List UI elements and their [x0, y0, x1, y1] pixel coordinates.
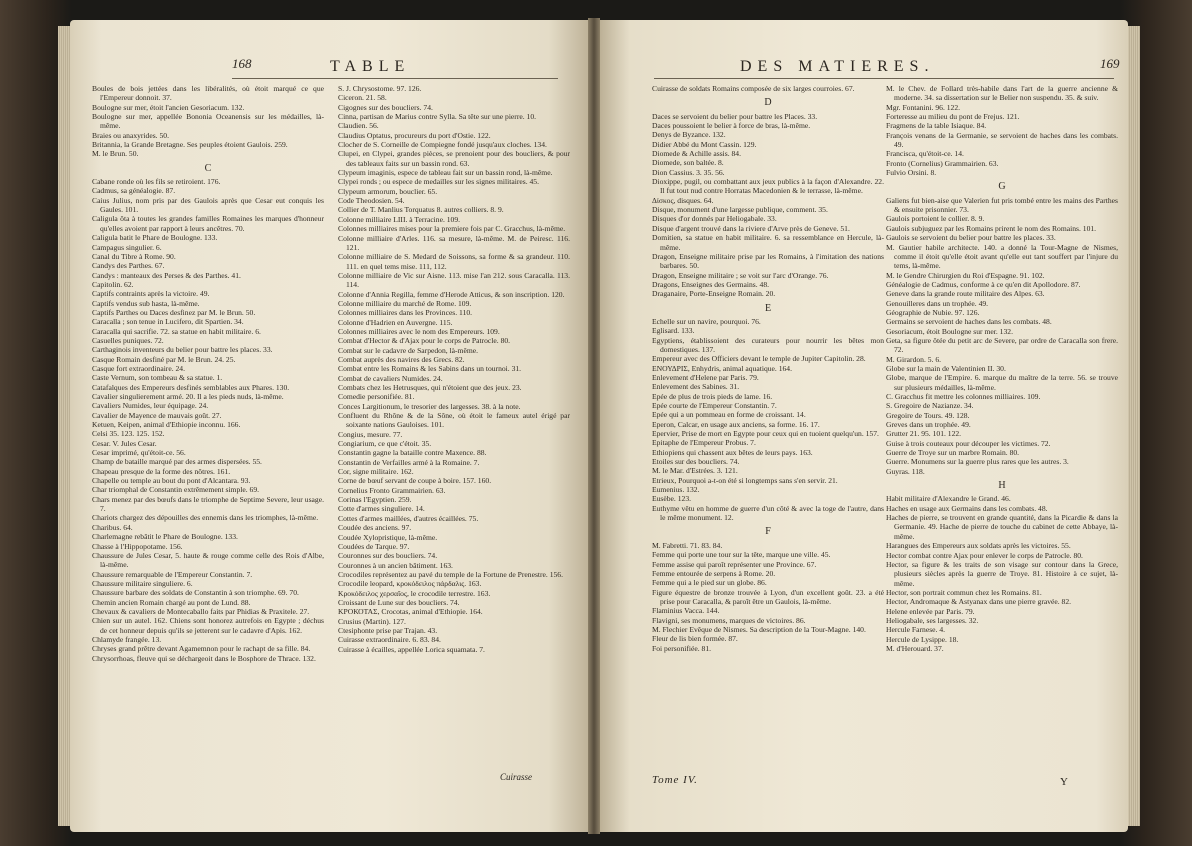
index-entry: Constantin gagne la bataille contre Maxence. 88.: [338, 448, 487, 458]
index-entry: ΚΡΟΚΟΤΑΣ, Crocotas, animal d'Ethiopie. 164.: [338, 607, 483, 617]
index-entry: Disque d'argent trouvé dans la riviere d'Arve près de Geneve. 51.: [652, 223, 850, 233]
index-entry: Colonne milliaire de S. Medard de Soissons, sa forme & sa grandeur. 110. 111. en quel tems mise. 111, 112.: [338, 252, 570, 271]
section-letter: C: [204, 162, 212, 174]
index-entry: Chars menez par des bœufs dans le triomphe de Septime Severe, leur usage. 7.: [92, 494, 324, 514]
page-edges-right: [1128, 26, 1140, 826]
left-running-head: TABLE: [330, 58, 411, 75]
index-entry: C. Gracchus fit mettre les colonnes milliaires. 109.: [886, 392, 1041, 401]
index-entry: Flavigni, ses monumens, marques de victoires. 86.: [652, 615, 806, 625]
index-entry: Casque Romain desfiné par M. le Brun. 24. 25.: [92, 354, 236, 364]
index-entry: Domitien, sa statue en habit militaire. 6. sa ressemblance en Hercule, là-même.: [652, 233, 884, 252]
index-entry: Eusèbe. 123.: [652, 494, 692, 504]
index-entry: Confluent du Rhône & de la Sône, où étoit le fameux autel érigé par soixante nations Gauloises. 101.: [338, 411, 570, 430]
index-entry: Claudien. 56.: [338, 121, 379, 131]
index-entry: Cottes d'armes maillées, d'autres écaillées. 75.: [338, 513, 479, 523]
index-entry: Coudée Xylopristique, là-même.: [338, 532, 438, 542]
index-entry: Carthaginois inventeurs du belier pour battre les places. 33.: [92, 345, 273, 355]
index-entry: Cotte d'armes singuliere. 14.: [338, 504, 425, 514]
index-entry: Crusius (Martin). 127.: [338, 616, 406, 626]
index-entry: Cabane ronde où les fils se retiroient. 176.: [92, 177, 221, 187]
index-entry: Hector, sa figure & les traits de son visage sur contour dans la Grece, plusieurs siècles après la guerre de Troye. 81. Histoire à ce sujet, là-même.: [886, 559, 1118, 588]
index-entry: Gaulois portoient le collier. 8. 9.: [886, 214, 985, 224]
index-entry: Boules de bois jettées dans les libéralités, où étoit marqué ce que l'Empereur donnoit. 37.: [92, 84, 324, 103]
section-letter: G: [998, 181, 1006, 193]
index-entry: Caracalla ; son tenue in Lucifero, dit Spartien. 34.: [92, 317, 244, 327]
index-entry: Colonne d'Annia Regilla, femme d'Herode Atticus, & son inscription. 120.: [338, 289, 565, 299]
index-entry: Caligula batit le Phare de Boulogne. 133.: [92, 233, 218, 243]
index-entry: Cavalier de Mayence de mauvais goût. 27.: [92, 410, 222, 420]
right-running-head: DES MATIERES.: [740, 58, 935, 75]
index-entry: Combat d'Hector & d'Ajax pour le corps de Patrocle. 80.: [338, 336, 511, 346]
index-entry: Enlevement des Sabines. 31.: [652, 382, 740, 392]
index-entry: Chasse à l'Hippopotame. 156.: [92, 541, 183, 551]
index-entry: Mgr. Fontanini. 96. 122.: [886, 102, 961, 112]
index-entry: Casuelles puniques. 72.: [92, 335, 164, 345]
index-entry: Helene enlevée par Paris. 79.: [886, 606, 975, 616]
index-entry: Couronnes à un ancien bâtiment. 163.: [338, 560, 453, 570]
index-entry: Congius, mesure. 77.: [338, 429, 403, 439]
index-entry: Hercule de Lysippe. 18.: [886, 634, 959, 644]
index-entry: Cesar. V. Jules Cesar.: [92, 438, 157, 448]
index-entry: Catafalques des Empereurs desfinés semblables aux Phares. 130.: [92, 382, 290, 392]
index-entry: Femme qui a le pied sur un globe. 86.: [652, 578, 767, 588]
index-entry: Coudées de Tarque. 97.: [338, 541, 410, 551]
index-entry: Caius Julius, nom pris par des Gaulois après que Cesar eut conquis les Gaules. 101.: [92, 195, 324, 215]
index-entry: Cavalier singulierement armé. 20. Il a les pieds nuds, là-même.: [92, 392, 284, 401]
index-entry: Greves dans un trophée. 49.: [886, 420, 971, 430]
index-entry: Eglisard. 133.: [652, 326, 695, 336]
right-column-1: [652, 84, 884, 653]
index-entry: Chryses grand prêtre devant Agamemnon pour le rachapt de sa fille. 84.: [92, 644, 311, 654]
index-entry: Corinas l'Egyptien. 259.: [338, 495, 412, 505]
index-entry: Candys des Parthes. 67.: [92, 261, 165, 271]
index-entry: Celsi 35. 123. 125. 152.: [92, 429, 165, 439]
index-entry: Disque, monument d'une largesse publique, comment. 35.: [652, 205, 828, 215]
index-entry: Didier Abbé du Mont Cassin. 129.: [652, 139, 757, 149]
index-entry: Combat de cavaliers Numides. 24.: [338, 373, 443, 383]
index-entry: Conces Largitionum, le tresorier des largesses. 38. à la note.: [338, 401, 521, 411]
index-entry: Collier de T. Manlius Torquatus 8. autres colliers. 8. 9.: [338, 205, 504, 215]
index-entry: Chemin ancien Romain chargé au pont de Lund. 88.: [92, 597, 251, 607]
index-entry: Gaulois se servoient du belier pour battre les places. 33.: [886, 233, 1056, 243]
index-entry: Chaussure barbare des soldats de Constantin à son triomphe. 69. 70.: [92, 588, 299, 598]
index-entry: Congiarium, ce que c'étoit. 35.: [338, 439, 432, 449]
index-entry: Char triomphal de Constantin extrêmement simple. 69.: [92, 485, 260, 495]
index-entry: Constantin de Verfailles armé à la Romaine. 7.: [338, 457, 480, 467]
index-entry: Hercule Farnese. 4.: [886, 625, 946, 635]
index-entry: Eperon, Calcar, en usage aux anciens, sa forme. 16. 17.: [652, 419, 820, 429]
index-entry: Guise à trois couteaux pour découper les victimes. 72.: [886, 438, 1051, 448]
index-entry: Daces poussoient le belier à force de bras, là-même.: [652, 121, 811, 131]
index-entry: Caligula ôta à toutes les grandes familles Romaines les marques d'honneur qu'elles avoient par rapport à leurs ancêtres. 70.: [92, 214, 324, 233]
index-entry: Colonnes milliaires mises pour la premiere fois par C. Gracchus, là-même.: [338, 224, 566, 234]
tome-label: Tome IV.: [652, 774, 698, 786]
index-entry: Gesoriacum, étoit Boulogne sur mer. 132.: [886, 326, 1013, 336]
index-entry: Captifs Parthes ou Daces desfinez par M. le Brun. 50.: [92, 307, 256, 317]
index-entry: Captifs contraints après la victoire. 49.: [92, 289, 210, 299]
index-entry: Croissant de Lune sur des boucliers. 74.: [338, 597, 460, 607]
index-entry: Gaulois subjuguez par les Romains prirent le nom des Romains. 101.: [886, 223, 1097, 233]
index-entry: Epée qui a un pommeau en forme de croissant. 14.: [652, 410, 806, 420]
index-entry: Dragon, Enseigne militaire ; se voit sur l'arc d'Orange. 76.: [652, 270, 829, 280]
index-entry: Enlevement d'Helene par Paris. 79.: [652, 372, 759, 382]
index-entry: Heliogabale, ses largesses. 32.: [886, 615, 979, 625]
index-entry: Colonnes milliaires avec le nom des Empereurs. 109.: [338, 326, 500, 336]
index-entry: Colonne d'Hadrien en Auvergne. 115.: [338, 317, 453, 327]
index-entry: Fragmens de la table Isiaque. 84.: [886, 121, 987, 131]
index-entry: Euthyme vêtu en homme de guerre d'un côté & avec la toge de l'autre, dans le même monument. 12.: [652, 503, 884, 523]
index-entry: M. le Gendre Chirurgien du Roi d'Espagne. 91. 102.: [886, 270, 1045, 280]
index-entry: Caste Vernum, son tombeau & sa statue. 1.: [92, 373, 223, 383]
section-letter: F: [765, 526, 771, 538]
index-entry: Champ de bataille marqué par des armes dispersées. 55.: [92, 457, 262, 467]
index-entry: Candys : manteaux des Perses & des Parthes. 41.: [92, 270, 241, 280]
left-folio: 168: [232, 56, 252, 71]
index-entry: Crocodiles représentez au pavé du temple de la Fortune de Prenestre. 156.: [338, 569, 563, 579]
index-entry: Colonnes milliaires dans les Provinces. 110.: [338, 308, 473, 318]
index-entry: M. Girardon. 5. 6.: [886, 354, 942, 364]
index-entry: Femme assise qui paroît représenter une Province. 67.: [652, 559, 817, 569]
index-entry: Flaminius Vacca. 144.: [652, 606, 720, 616]
index-entry: Globe, marque de l'Empire. 6. marque du maître de la terre. 56. se trouve sur plusieurs médailles, là-même.: [886, 373, 1118, 392]
index-entry: Empereur avec des Officiers devant le temple de Jupiter Capitolin. 28.: [652, 354, 866, 364]
index-entry: Fronto (Cornelius) Grammairien. 63.: [886, 158, 999, 168]
right-head-rule: [654, 78, 1114, 79]
index-entry: Chlamyde frangée. 13.: [92, 634, 162, 644]
index-entry: Combat entre les Romains & les Sabins dans un tournoi. 31.: [338, 364, 522, 374]
index-entry: Crocodile leopard, κροκόδειλος πάρδαλις. 163.: [338, 579, 482, 589]
index-entry: Hector, Andromaque & Astyanax dans une pierre gravée. 82.: [886, 597, 1072, 607]
index-entry: Dion Cassius. 3. 35. 56.: [652, 167, 725, 177]
index-entry: Clypeum armorum, bouclier. 65.: [338, 186, 438, 196]
index-entry: Colonne milliaire du marché de Rome. 109.: [338, 298, 472, 308]
index-entry: Epitaphe de l'Empereur Probus. 7.: [652, 438, 756, 448]
index-entry: Clocher de S. Corneille de Compiegne fondé jusqu'aux cloches. 134.: [338, 140, 547, 150]
index-entry: Caracalla qui sacrifie. 72. sa statue en habit militaire. 6.: [92, 326, 261, 336]
index-entry: Capitolin. 62.: [92, 279, 134, 289]
index-entry: Ketuen, Keipen, animal d'Ethiopie inconnu. 166.: [92, 420, 241, 430]
index-entry: Germains se servoient de haches dans les combats. 48.: [886, 317, 1052, 327]
index-entry: Combat auprès des navires des Grecs. 82.: [338, 354, 465, 364]
index-entry: Dragons, Enseignes des Germains. 48.: [652, 279, 770, 289]
index-entry: Code Theodosien. 54.: [338, 196, 405, 206]
index-entry: Foi personifiée. 81.: [652, 643, 712, 653]
index-entry: Ctesiphonte prise par Trajan. 43.: [338, 625, 438, 635]
left-column-2: [338, 84, 570, 654]
index-entry: Cadmus, sa généalogie. 87.: [92, 186, 176, 196]
index-entry: S. J. Chrysostome. 97. 126.: [338, 84, 422, 93]
index-entry: Haches en usage aux Germains dans les combats. 48.: [886, 503, 1048, 513]
index-entry: Francisca, qu'étoit-ce. 14.: [886, 149, 964, 159]
index-entry: Grutter 21. 95. 101. 122.: [886, 429, 962, 439]
index-entry: Campagus singulier. 6.: [92, 242, 162, 252]
index-entry: Charlemagne rebâtit le Phare de Boulogne. 133.: [92, 532, 238, 542]
index-entry: Boulogne sur mer, appellée Bononia Oceanensis sur les médailles, là-même.: [92, 112, 324, 131]
index-entry: Etoiles sur des boucliers. 74.: [652, 457, 740, 467]
index-entry: Combat sur le cadavre de Sarpedon, là-même.: [338, 345, 479, 355]
index-entry: Couronnes sur des boucliers. 74.: [338, 551, 438, 561]
index-entry: Cinna, partisan de Marius contre Sylla. Sa tête sur une pierre. 10.: [338, 112, 537, 122]
index-entry: Braies ou anaxyrides. 50.: [92, 130, 169, 140]
index-entry: Egyptiens, établissoient des curateurs pour nourrir les bêtes mon domestiques. 137.: [652, 335, 884, 354]
index-entry: Clupei, en Clypei, grandes pièces, se prenoient pour des boucliers, & pour des tableaux faits sur un bassin rond. 63.: [338, 149, 570, 168]
index-entry: Colonne milliaire d'Arles. 116. sa mesure, là-même. M. de Peiresc. 116. 121.: [338, 233, 570, 252]
index-entry: Femme entourée de serpens à Rome. 20.: [652, 568, 776, 578]
index-entry: Cornelius Fronto Grammairien. 63.: [338, 485, 446, 495]
index-entry: Colonne milliaire de Vic sur Aisne. 113. mise l'an 212. sous Caracalla. 113. 114.: [338, 270, 570, 290]
index-entry: Eumenius. 132.: [652, 485, 700, 495]
index-entry: Etrieux, Pourquoi a-t-on été si longtemps sans s'en servir. 21.: [652, 475, 838, 485]
index-entry: Epée courte de l'Empereur Constantin. 7.: [652, 401, 777, 410]
index-entry: Denys de Byzance. 132.: [652, 130, 726, 140]
index-entry: Chaussure de Jules Cesar, 5. haute & rouge comme celle des Rois d'Albe, là-même.: [92, 550, 324, 570]
index-entry: Casque fort extraordinaire. 24.: [92, 363, 185, 373]
index-entry: Combats chez les Hetrusques, qui n'étoient que des jeux. 23.: [338, 383, 522, 392]
index-entry: Fleur de lis bien formée. 87.: [652, 634, 738, 644]
index-entry: Cesar imprimé, qu'étoit-ce. 56.: [92, 448, 186, 458]
index-entry: Canal du Tibre à Rome. 90.: [92, 251, 176, 261]
index-entry: Globe sur la main de Valentinien II. 30.: [886, 363, 1006, 373]
index-entry: Guyras. 118.: [886, 466, 925, 476]
index-entry: Clypeum imaginis, espece de tableau fait sur un bassin rond, là-même.: [338, 168, 553, 178]
index-entry: Geneve dans la grande route militaire des Alpes. 63.: [886, 289, 1045, 299]
index-entry: Genouilleres dans un trophée. 49.: [886, 298, 989, 308]
index-entry: M. Gautier habile architecte. 140. a donné la Tour-Magne de Nismes, comme il étoit qu'elle étoit avant qu'elle eut tant souffert par l'injure du tems, là-même.: [886, 242, 1118, 271]
index-entry: Epée de plus de trois pieds de lame. 16.: [652, 391, 773, 401]
index-entry: Dragon, Enseigne militaire prise par les Romains, à l'imitation des nations barbares. 50.: [652, 251, 884, 271]
index-entry: Δίσκος, disques. 64.: [652, 195, 714, 205]
index-entry: Chaussure remarquable de l'Empereur Constantin. 7.: [92, 569, 253, 579]
index-entry: M. le Mar. d'Estrées. 3. 121.: [652, 466, 738, 476]
index-entry: Claudius Optatus, procureurs du port d'Ostie. 122.: [338, 130, 491, 140]
index-entry: Fulvio Orsini. 8.: [886, 168, 937, 178]
index-entry: Chaussure militaire singuliere. 6.: [92, 578, 193, 588]
index-entry: Chapeau presque de la forme des nôtres. 161.: [92, 466, 231, 476]
index-entry: François venans de la Germanie, se servoient de haches dans les combats. 49.: [886, 130, 1118, 150]
signature-mark: Y: [1060, 776, 1068, 788]
section-letter: D: [764, 97, 772, 109]
index-entry: Colonne milliaire LIII. à Terracine. 109.: [338, 214, 461, 224]
index-entry: Géographie de Nubie. 97. 126.: [886, 307, 980, 317]
index-entry: Disques d'or donnés par Heliogabale. 33.: [652, 214, 777, 224]
index-entry: Charibus. 64.: [92, 522, 133, 532]
index-entry: M. d'Herouard. 37.: [886, 643, 944, 653]
section-letter: H: [998, 480, 1006, 492]
index-entry: Hector, son portrait commun chez les Romains. 81.: [886, 587, 1042, 597]
index-entry: Captifs vendus sub hasta, là-même.: [92, 298, 200, 308]
index-entry: Geta, sa figure ôtée du petit arc de Severe, par ordre de Caracalla son frere. 72.: [886, 335, 1118, 355]
index-entry: Chevaux & cavaliers de Montecaballo faits par Phidias & Praxitele. 27.: [92, 606, 310, 616]
index-entry: Hector combat contre Ajax pour enlever le corps de Patrocle. 80.: [886, 550, 1083, 560]
index-entry: Diomede, son baltée. 8.: [652, 158, 724, 168]
book-gutter: [588, 18, 600, 834]
index-entry: Echelle sur un navire, pourquoi. 76.: [652, 316, 761, 326]
catchword: Cuirasse: [500, 772, 533, 782]
left-head-rule: [232, 78, 558, 79]
index-entry: Ciceron. 21. 58.: [338, 93, 387, 103]
right-column-2: [886, 84, 1118, 653]
index-entry: Boulogne sur mer, étoit l'ancien Gesoriacum. 132.: [92, 102, 245, 112]
index-entry: M. Fabretti. 71. 83. 84.: [652, 540, 723, 550]
index-entry: S. Gregoire de Nazianze. 34.: [886, 401, 974, 411]
index-entry: Guerre. Monumens sur la guerre plus rares que les autres. 3.: [886, 457, 1069, 467]
index-entry: Habit militaire d'Alexandre le Grand. 46.: [886, 494, 1011, 504]
index-entry: M. le Chev. de Follard très-habile dans l'art de la guerre ancienne & moderne. 34. sa dissertation sur le Belier non suspendu. 35. & suiv.: [886, 84, 1118, 103]
index-entry: Chrysorrhoas, fleuve qui se déchargeoit dans le Bosphore de Thrace. 132.: [92, 653, 316, 663]
index-entry: Dioxippe, pugil, ou combattant aux jeux publics à la façon d'Alexandre. 22. Il fut tout nud contre Horratas Macedonien & le terrasse, là-même.: [652, 177, 884, 196]
left-column-1: [92, 84, 324, 663]
index-entry: Galiens fut bien-aise que Valerien fut pris tombé entre les mains des Parthes & ensuite prisonnier. 73.: [886, 195, 1118, 215]
index-entry: Cigognes sur des boucliers. 74.: [338, 102, 433, 112]
index-entry: Diomede & Achille assis. 84.: [652, 149, 742, 159]
index-entry: Κροκόδειλος χερσαῖος, le crocodile terrestre. 163.: [338, 588, 491, 598]
index-entry: ΕΝΟΥΔΡΙΣ, Enhydris, animal aquatique. 164.: [652, 363, 792, 373]
index-entry: Chien sur un autel. 162. Chiens sont honorez autrefois en Egypte ; déchus de cet honneur depuis qu'ils se jetterent sur le cadavre d'Apis. 162.: [92, 616, 324, 635]
index-entry: Cuirasse extraordinaire. 6. 83. 84.: [338, 635, 441, 645]
index-entry: Cuirasse de soldats Romains composée de six larges courroies. 67.: [652, 84, 855, 93]
index-entry: Epervier, Prise de mort en Egypte pour ceux qui en tuoient quelqu'un. 157.: [652, 429, 879, 439]
index-entry: M. le Brun. 50.: [92, 149, 139, 159]
index-entry: Cuirasse à écailles, appellée Lorica squamata. 7.: [338, 644, 485, 654]
index-entry: Forteresse au milieu du pont de Frejus. 121.: [886, 112, 1020, 122]
index-entry: Comedie personifiée. 81.: [338, 392, 415, 402]
index-entry: Généalogie de Cadmus, conforme à ce qu'en dit Apollodore. 87.: [886, 279, 1081, 289]
index-entry: M. Flechier Evêque de Nismes. Sa description de la Tour-Magne. 140.: [652, 624, 866, 634]
right-folio: 169: [1100, 56, 1120, 71]
index-entry: Femme qui porte une tour sur la tête, marque une ville. 45.: [652, 550, 831, 560]
index-entry: Britannia, la Grande Bretagne. Ses peuples étoient Gaulois. 259.: [92, 140, 288, 150]
index-entry: Cavaliers Numides, leur équipage. 24.: [92, 401, 209, 411]
index-entry: Cor, signe militaire. 162.: [338, 467, 414, 477]
index-entry: Haches de pierre, se trouvent en grande quantité, dans la Picardie & dans la Germanie. 49. Hache de pierre de touche du cabinet de cette Abbaye, là-même.: [886, 513, 1118, 541]
section-letter: E: [764, 302, 772, 314]
index-entry: Guerre de Troye sur un marbre Romain. 80.: [886, 448, 1020, 458]
index-entry: Figure équestre de bronze trouvée à Lyon, d'un excellent goût. 23. a été prise pour Caracalla, & paroît être un Gaulois, là-même.: [652, 587, 884, 606]
index-entry: Corne de bœuf servant de coupe à boire. 157. 160.: [338, 476, 492, 486]
index-entry: Draganaire, Porte-Enseigne Romain. 20.: [652, 289, 776, 299]
page-edges-left: [58, 26, 70, 826]
index-entry: Clypei ronds ; ou espece de medailles sur les signes militaires. 45.: [338, 177, 539, 187]
index-entry: Ethiopiens qui chassent aux bêtes de leurs pays. 163.: [652, 447, 813, 457]
index-entry: Daces se servoient du belier pour battre les Places. 33.: [652, 111, 818, 121]
index-entry: Gregoire de Tours. 49. 128.: [886, 410, 970, 420]
index-entry: Coudée des anciens. 97.: [338, 523, 412, 533]
index-entry: Chapelle ou temple au bout du pont d'Alcantara. 93.: [92, 476, 251, 486]
index-entry: Harangues des Empereurs aux soldats après les victoires. 55.: [886, 541, 1071, 551]
index-entry: Chariots chargez des dépouilles des ennemis dans les triomphes, là-même.: [92, 513, 319, 523]
